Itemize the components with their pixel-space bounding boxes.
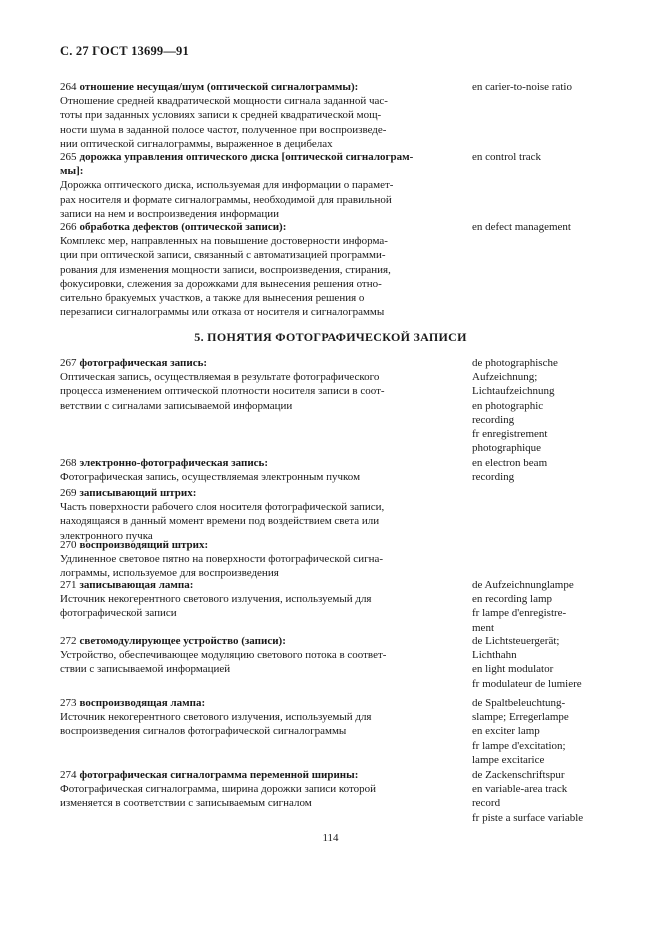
term-number: 267 bbox=[60, 357, 77, 369]
term-definition-line: лограммы, используемое для воспроизведения bbox=[60, 567, 279, 580]
term-definition-line: изменяется в соответствии с записываемым сигналом bbox=[60, 797, 312, 810]
term-russian bbox=[60, 696, 443, 739]
term-definition-line: находящаяся в данный момент времени под воздействием света или bbox=[60, 515, 380, 528]
term-definition-line: нии оптической сигналограммы, выраженное в децибелах bbox=[60, 137, 333, 150]
term-heading-line bbox=[60, 634, 443, 648]
foreign-term-line: en defect management bbox=[472, 221, 571, 233]
term-heading-line bbox=[60, 456, 443, 470]
term-definition-line: Источник некогерентного светового излучения, используемый для bbox=[60, 711, 372, 724]
term-russian bbox=[60, 634, 443, 677]
term-number: 271 bbox=[60, 579, 77, 591]
term-number: 265 bbox=[60, 151, 77, 163]
foreign-term-line: en electron beam bbox=[472, 457, 548, 469]
foreign-term-line: fr lampe d'excitation; bbox=[472, 739, 566, 752]
term-number: 270 bbox=[60, 539, 77, 551]
section-title: 5. ПОНЯТИЯ ФОТОГРАФИЧЕСКОЙ ЗАПИСИ bbox=[194, 330, 467, 344]
foreign-equivalents bbox=[472, 696, 632, 767]
foreign-term-line: fr lampe d'enregistre- bbox=[472, 607, 567, 620]
term-name: воспроизводящая лампа: bbox=[79, 697, 206, 709]
foreign-term-line: en light modulator bbox=[472, 663, 554, 676]
foreign-term-line: lampe excitarice bbox=[472, 753, 545, 766]
term-russian bbox=[60, 150, 443, 221]
term-heading-line bbox=[60, 578, 443, 592]
term-definition-line: Источник некогерентного светового излучения, используемый для bbox=[60, 593, 372, 606]
foreign-term-line: en variable-area track bbox=[472, 783, 568, 796]
foreign-equivalents bbox=[472, 150, 632, 164]
foreign-equivalents bbox=[472, 80, 632, 94]
term-russian bbox=[60, 356, 443, 413]
term-definition-line: рования для изменения мощности записи, воспроизведения, стирания, bbox=[60, 263, 391, 276]
foreign-term-line: en photographic bbox=[472, 399, 544, 412]
term-definition-line: Комплекс мер, направленных на повышение достоверности информа- bbox=[60, 235, 388, 248]
term-heading-line bbox=[60, 80, 443, 94]
foreign-term-line: ment bbox=[472, 621, 494, 634]
term-definition-line: Удлиненное световое пятно на поверхности фотографической сигна- bbox=[60, 553, 384, 566]
term-definition-line: Отношение средней квадратической мощности сигнала заданной час- bbox=[60, 95, 388, 108]
term-heading-line bbox=[60, 164, 443, 178]
term-heading-line bbox=[60, 768, 443, 782]
term-name: фотографическая запись: bbox=[79, 357, 208, 369]
term-russian bbox=[60, 456, 443, 484]
foreign-term-line: en carier-to-noise ratio bbox=[472, 81, 572, 93]
term-russian bbox=[60, 538, 443, 581]
term-definition-line: ности шума в заданной полосе частот, полученное при воспроизведе- bbox=[60, 123, 387, 136]
term-definition-line: фотографической записи bbox=[60, 607, 177, 620]
term-definition-line: процесса изменением оптической плотности носителя записи в соот- bbox=[60, 385, 385, 398]
term-number: 274 bbox=[60, 769, 77, 781]
term-russian bbox=[60, 80, 443, 151]
term-russian bbox=[60, 486, 443, 543]
term-definition-line: записи на нем и воспроизведения информации bbox=[60, 207, 279, 220]
term-number: 269 bbox=[60, 487, 77, 499]
term-name: воспроизводящий штрих: bbox=[79, 539, 209, 551]
foreign-term-line: record bbox=[472, 797, 501, 810]
term-number: 264 bbox=[60, 81, 77, 93]
term-heading-line bbox=[60, 150, 443, 164]
term-name: записывающий штрих: bbox=[79, 487, 197, 499]
term-heading-line bbox=[60, 696, 443, 710]
foreign-term-line: en recording lamp bbox=[472, 593, 553, 606]
term-definition-line: рах носителя и формате сигналограммы, необходимой для правильной bbox=[60, 193, 392, 206]
term-definition-line: Фотографическая запись, осуществляемая электронным пучком bbox=[60, 471, 361, 484]
foreign-term-line: fr piste a surface variable bbox=[472, 811, 584, 824]
foreign-term-line: en control track bbox=[472, 151, 542, 163]
term-number: 268 bbox=[60, 457, 77, 469]
term-definition-line: Дорожка оптического диска, используемая для информации о парамет- bbox=[60, 179, 394, 192]
foreign-equivalents bbox=[472, 578, 632, 635]
foreign-term-line: photographique bbox=[472, 442, 542, 455]
foreign-equivalents bbox=[472, 634, 632, 691]
term-name: записывающая лампа: bbox=[79, 579, 194, 591]
term-heading-line bbox=[60, 486, 443, 500]
foreign-term-line: fr enregistrement bbox=[472, 428, 548, 441]
term-definition-line: перезаписи сигналограммы или отказа от носителя и сигналограммы bbox=[60, 306, 385, 319]
term-heading-line bbox=[60, 356, 443, 370]
foreign-equivalents bbox=[472, 220, 632, 234]
term-number: 273 bbox=[60, 697, 77, 709]
foreign-term-line: de photographische bbox=[472, 357, 558, 369]
foreign-term-line: slampe; Erregerlampe bbox=[472, 711, 569, 724]
term-definition-line: ствии с записываемой информацией bbox=[60, 663, 231, 676]
term-name: мы]: bbox=[60, 165, 84, 178]
foreign-term-line: de Zackenschriftspur bbox=[472, 769, 565, 781]
term-definition-line: электронного пучка bbox=[60, 529, 153, 542]
foreign-term-line: fr modulateur de lumiere bbox=[472, 677, 582, 690]
foreign-term-line: en exciter lamp bbox=[472, 725, 540, 738]
foreign-equivalents bbox=[472, 356, 632, 455]
foreign-equivalents bbox=[472, 768, 632, 825]
foreign-term-line: de Aufzeichnunglampe bbox=[472, 579, 574, 591]
term-definition-line: Фотографическая сигналограмма, ширина дорожки записи которой bbox=[60, 783, 377, 796]
term-definition-line: сительно бракуемых участков, а также для вынесения решения о bbox=[60, 292, 365, 305]
term-definition-line: тоты при заданных условиях записи к средней квадратической мощ- bbox=[60, 109, 382, 122]
term-definition-line: Оптическая запись, осуществляемая в результате фотографического bbox=[60, 371, 380, 384]
term-definition-line: фокусировки, слежения за дорожками для вынесения решения отно- bbox=[60, 277, 382, 290]
term-heading-line bbox=[60, 538, 443, 552]
term-definition-line: ветствии с сигналами записываемой информации bbox=[60, 399, 293, 412]
foreign-term-line: Lichthahn bbox=[472, 649, 517, 662]
page-header: С. 27 ГОСТ 13699—91 bbox=[60, 44, 189, 58]
term-definition-line: воспроизведения сигналов фотографической сигналограммы bbox=[60, 725, 347, 738]
foreign-term-line: recording bbox=[472, 471, 515, 484]
term-heading-line bbox=[60, 220, 443, 234]
foreign-term-line: recording bbox=[472, 413, 515, 426]
foreign-term-line: Lichtaufzeichnung bbox=[472, 385, 555, 398]
term-number: 272 bbox=[60, 635, 77, 647]
term-name: отношение несущая/шум (оптической сигналограммы): bbox=[79, 81, 359, 93]
term-russian bbox=[60, 220, 443, 319]
term-name: светомодулирующее устройство (записи): bbox=[79, 635, 286, 647]
term-russian bbox=[60, 578, 443, 621]
term-number: 266 bbox=[60, 221, 77, 233]
foreign-term-line: Aufzeichnung; bbox=[472, 371, 538, 384]
term-name: электронно-фотографическая запись: bbox=[79, 457, 269, 469]
term-name: дорожка управления оптического диска [оптической сигналограм- bbox=[79, 151, 414, 163]
term-definition-line: Часть поверхности рабочего слоя носителя фотографической записи, bbox=[60, 501, 385, 514]
term-definition-line: Устройство, обеспечивающее модуляцию светового потока в соответ- bbox=[60, 649, 387, 662]
term-name: обработка дефектов (оптической записи): bbox=[79, 221, 287, 233]
term-name: фотографическая сигналограмма переменной ширины: bbox=[79, 769, 359, 781]
foreign-equivalents bbox=[472, 456, 632, 484]
foreign-term-line: de Lichtsteuergerät; bbox=[472, 635, 560, 647]
term-russian bbox=[60, 768, 443, 811]
page-number: 114 bbox=[322, 832, 339, 844]
foreign-term-line: de Spaltbeleuchtung- bbox=[472, 697, 566, 709]
term-definition-line: ции при оптической записи, связанный с автоматизацией программи- bbox=[60, 249, 386, 262]
